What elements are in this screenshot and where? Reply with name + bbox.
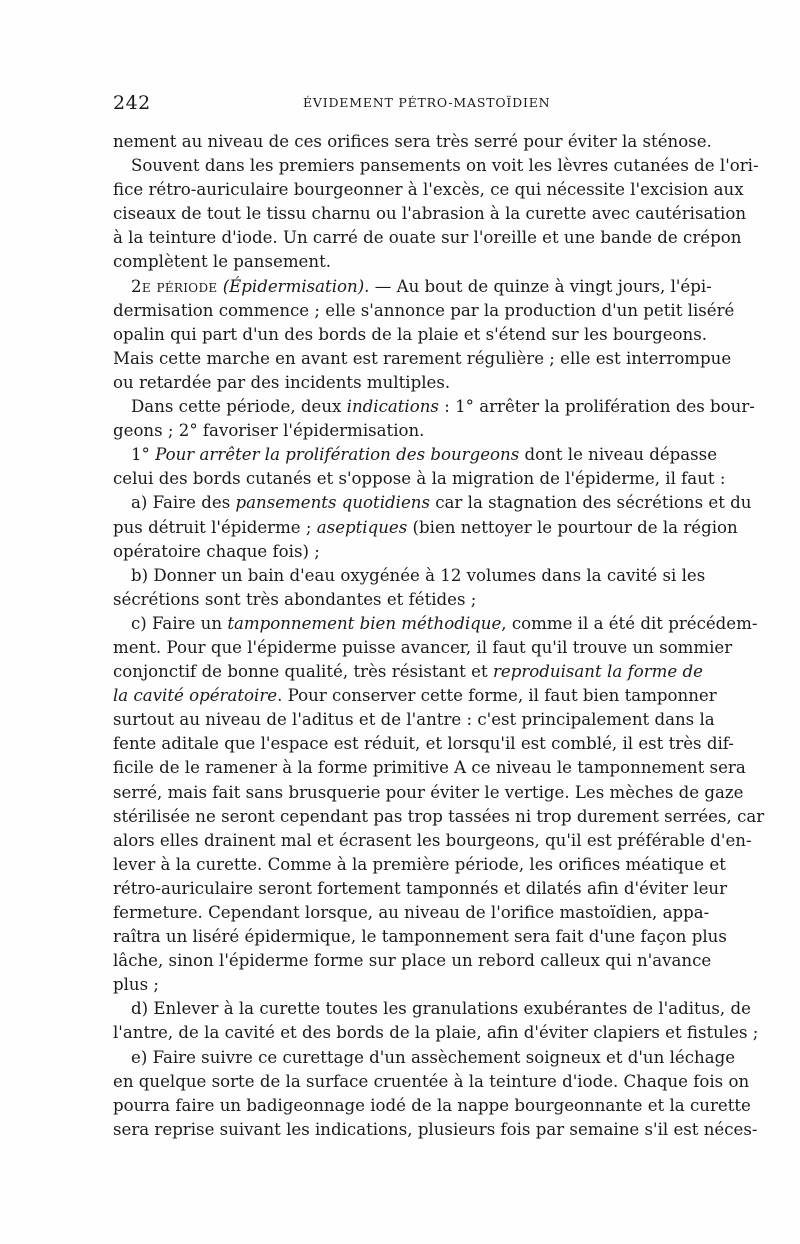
text-line: b) Donner un bain d'eau oxygénée à 12 volumes dans la cavité si les <box>131 565 706 585</box>
text-line: Mais cette marche en avant est rarement régulière ; elle est interrompue <box>113 348 732 368</box>
text-line: opératoire chaque fois) ; <box>113 541 320 561</box>
text-line: pourra faire un badigeonnage iodé de la nappe bourgeonnante et la curette <box>113 1095 751 1115</box>
text-line: l'antre, de la cavité et des bords de la plaie, afin d'éviter clapiers et fistules ; <box>113 1023 759 1043</box>
text-line: c) Faire un tamponnement bien méthodique, comme il a été dit précédem- <box>131 613 758 633</box>
section-label: 2e période <box>131 276 218 296</box>
text-line: pus détruit l'épiderme ; aseptiques (bien nettoyer le pourtour de la région <box>113 517 738 537</box>
text-line: fente aditale que l'espace est réduit, et lorsqu'il est comblé, il est très dif- <box>113 734 734 754</box>
text-line: ment. Pour que l'épiderme puisse avancer, il faut qu'il trouve un sommier <box>113 637 733 657</box>
text-line: ou retardée par des incidents multiples. <box>113 372 451 392</box>
text-line: à la teinture d'iode. Un carré de ouate sur l'oreille et une bande de crépon <box>113 228 742 248</box>
text-line: fice rétro-auriculaire bourgeonner à l'excès, ce qui nécessite l'excision aux <box>113 180 744 200</box>
text-line: e) Faire suivre ce curettage d'un assèchement soigneux et d'un léchage <box>131 1047 736 1067</box>
text-line: complètent le pansement. <box>113 252 332 272</box>
running-head: ÉVIDEMENT PÉTRO-MASTOÏDIEN <box>303 95 551 110</box>
text-line: opalin qui part d'un des bords de la plaie et s'étend sur les bourgeons. <box>113 324 708 344</box>
text-line: stérilisée ne seront cependant pas trop tassées ni trop durement serrées, car <box>113 806 765 826</box>
text-line: sera reprise suivant les indications, plusieurs fois par semaine s'il est néces- <box>113 1119 758 1139</box>
text-line: rétro-auriculaire seront fortement tamponnés et dilatés afin d'éviter leur <box>113 878 728 898</box>
text-line: a) Faire des pansements quotidiens car la stagnation des sécrétions et du <box>131 493 752 513</box>
text-line: raîtra un liséré épidermique, le tamponnement sera fait d'une façon plus <box>113 927 727 947</box>
text-line: conjonctif de bonne qualité, très résistant et reproduisant la forme de <box>113 662 704 682</box>
page-number: 242 <box>113 92 151 114</box>
body-text <box>113 130 765 1142</box>
text-line: Souvent dans les premiers pansements on voit les lèvres cutanées de l'ori- <box>131 156 759 176</box>
text-line: Dans cette période, deux indications : 1° arrêter la prolifération des bour- <box>131 397 755 417</box>
text-line: plus ; <box>113 975 159 995</box>
text-line: d) Enlever à la curette toutes les granulations exubérantes de l'aditus, de <box>131 999 751 1019</box>
page-header <box>113 92 701 116</box>
text-line: lâche, sinon l'épiderme forme sur place un rebord calleux qui n'avance <box>113 951 712 971</box>
text-line: la cavité opératoire. Pour conserver cette forme, il faut bien tamponner <box>113 686 717 706</box>
text-line: nement au niveau de ces orifices sera très serré pour éviter la sténose. <box>113 132 712 151</box>
text-line: 2e période (Épidermisation). — Au bout de quinze à vingt jours, l'épi- <box>131 276 712 296</box>
text-line: ficile de le ramener à la forme primitive A ce niveau le tamponnement sera <box>113 758 746 778</box>
section-title: (Épidermisation). <box>222 276 370 296</box>
text-line: celui des bords cutanés et s'oppose à la migration de l'épiderme, il faut : <box>113 469 726 489</box>
text-line: geons ; 2° favoriser l'épidermisation. <box>113 421 425 441</box>
text-line: en quelque sorte de la surface cruentée à la teinture d'iode. Chaque fois on <box>113 1071 750 1091</box>
text-line: surtout au niveau de l'aditus et de l'antre : c'est principalement dans la <box>113 710 715 730</box>
text-line: alors elles drainent mal et écrasent les bourgeons, qu'il est préférable d'en- <box>113 830 752 850</box>
text-line: lever à la curette. Comme à la première période, les orifices méatique et <box>113 854 726 874</box>
text-line: serré, mais fait sans brusquerie pour éviter le vertige. Les mèches de gaze <box>113 782 744 802</box>
text-line: dermisation commence ; elle s'annonce par la production d'un petit liséré <box>113 300 735 320</box>
text-line: sécrétions sont très abondantes et fétides ; <box>113 589 477 609</box>
text-line: fermeture. Cependant lorsque, au niveau de l'orifice mastoïdien, appa- <box>113 903 710 922</box>
text-line: 1° Pour arrêter la prolifération des bourgeons dont le niveau dépasse <box>131 445 718 465</box>
text-line: ciseaux de tout le tissu charnu ou l'abrasion à la curette avec cautérisation <box>113 204 747 224</box>
